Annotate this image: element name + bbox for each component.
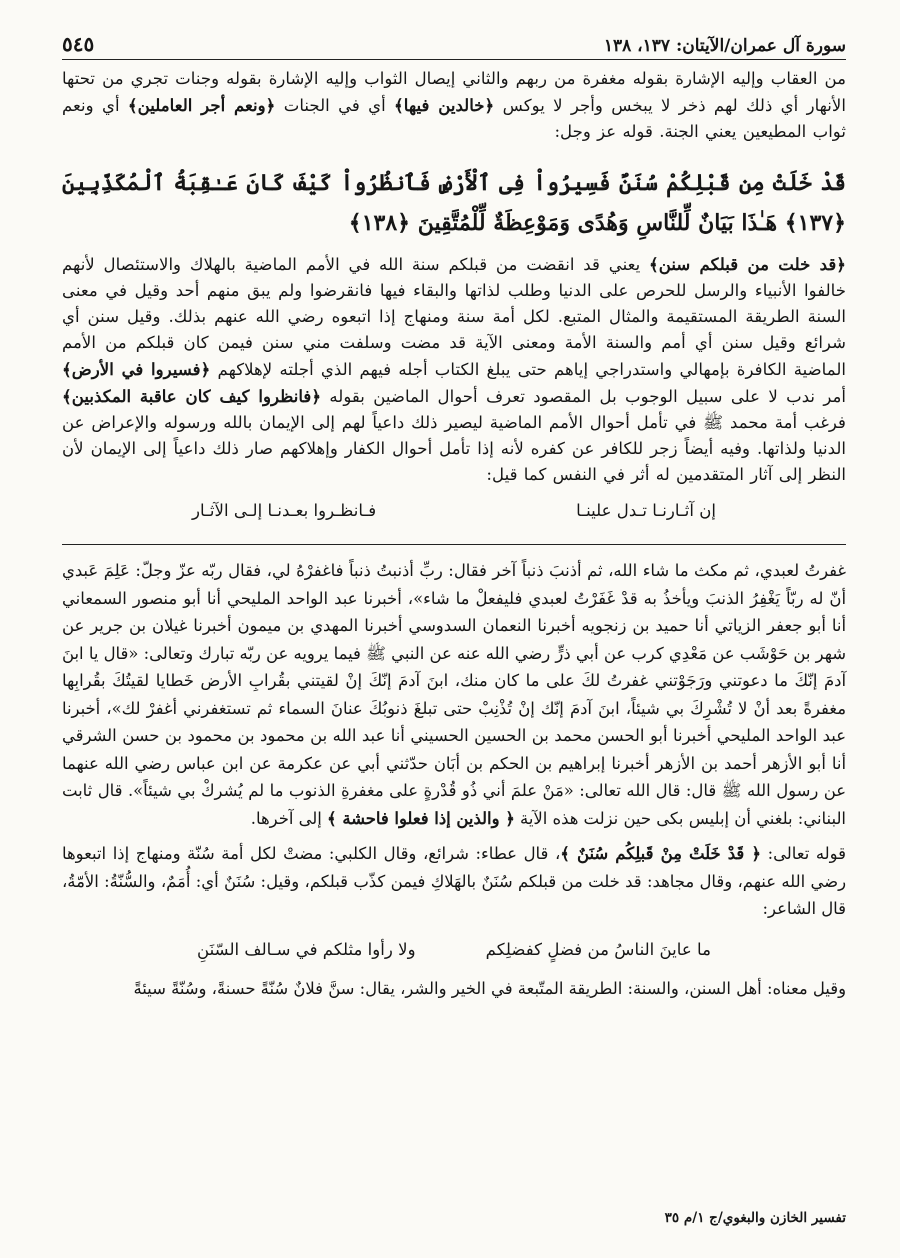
text-run: يعني قد انقضت من قبلكم سنة الله في الأمم الماضية بالهلاك والاستئصال لأنهم خالفوا الأنبياء والرسل للحرص على الدنيا وطلب لذاتها والبقاء فيها فانقرضوا ولم يبق منهم أحد وقيل في معنى السنة الطريقة المستقيمة والمثال المتبع. لكل أمة سنة ومنهاج إذا اتبعوه رضي الله عنهم بذلك. وقيل سنن أي شرائع وقيل سنن أي أمم والسنة الأمة ومعنى الآية قد مضت وسلفت مني سنن فيمن كان قبلكم من الأمم الماضية الكافرة بإمهالي واستدراجي إياهم حتى يبلغ الكتاب أجله فيهم الذي أجلته لإهلاكهم: [62, 255, 846, 379]
quran-quote: ﴿خالدين فيها﴾: [394, 95, 495, 115]
quran-quote: ﴿ والذين إذا فعلوا فاحشة ﴾: [327, 808, 515, 828]
commentary-paragraph-1: [62, 66, 846, 145]
poem-hemistich-second: ولا رأوا مثلكم في سـالف السّنَنِ: [197, 939, 416, 959]
text-run: أي ونعم ثواب المطيعين يعني الجنة. قوله عز وجل:: [62, 96, 846, 141]
poem-verse-2: [62, 937, 846, 963]
text-run: ، قال عطاء: شرائع، وقال الكلبي: مضتْ لكل أمة سُنّة ومنهاج إذا اتبعوها رضي الله عنهم، وقال مجاهد: قد خلت من قبلكم سُنَنٌ بالهَلاكِ فيمن كذّب قبلكم، وقيل: سُنَنٌ أي: أُمَمٌ، والسُّنّةُ: الأمّةُ، قال الشاعر:: [62, 844, 846, 918]
commentary-paragraph-3: [62, 840, 846, 923]
poem-hemistich-first: إن آثـارنـا تـدل علينـا: [576, 501, 717, 520]
page: [62, 30, 846, 1240]
page-footer-signature: تفسير الخازن والبغوي/ج ١/م ٣٥: [664, 1210, 846, 1226]
page-number: ٥٤٥: [62, 32, 95, 56]
quran-quote: ﴿فسيروا في الأرض﴾: [62, 359, 211, 379]
poem-hemistich-second: فـانظـروا بعـدنـا إلـى الآثـار: [191, 501, 377, 520]
quran-quote: ﴿ونعم أجر العاملين﴾: [127, 95, 276, 115]
text-run: قوله تعالى:: [760, 844, 846, 863]
text-run: غفرتُ لعبدي، ثم مكث ما شاء الله، ثم أذنبَ ذنباً آخر فقال: ربِّ أذنبتُ ذنباً فاغفرْهُ لي، فقال ربّه عزّ وجلّ: عَلِمَ عَبدي أنّ له ربّاً يَغْفِرُ الذنبَ ويأخذُ به قدْ غَفَرْتُ لعبدي فليفعلْ ما شاء»، أخبرنا عبد الواحد المليحي أنا أبو منصور السمعاني أنا أبو جعفر الزياتي أنا حميد بن زنجويه أخبرنا النعمان السدوسي أخبرنا المهدي بن ميمون أخبرنا غيلان بن جرير عن شهر بن حَوْشَب عن مَعْدِي كرب عن أبي ذرٍّ رضي الله عنه عن النبي ﷺ فيما يرويه عن ربّه تبارك وتعالى: «قال يا ابنَ آدمَ إنّكَ ما دعوتني ورَجَوْتني غفرتُ لكَ على ما كان منك، ابنَ آدمَ إنّكَ إنْ لقيتني بقُرابِ الأرض خَطايا لقيتُكَ بقُرابِها مغفرةً بعد أنْ لا تُشْرِكَ بي شيئاً، ابنَ آدمَ إنّك إنْ تُذْنِبْ حتى تبلغَ ذنوبُكَ عنانَ السماء ثم تستغفرني أغفرْ لك»، أخبرنا عبد الواحد المليحي أخبرنا أبو الحسن محمد بن الحسين الحسيني أنا عبد الله بن محمود بن محمود بن حسن الشرقي أنا أبو الأزهر أحمد بن الأزهر أخبرنا إبراهيم بن الحكم بن أبَان حدّثني أبي عن عكرمة عن ابن عباس رضي الله عنهما عن رسول الله ﷺ قال: قال الله تعالى: «مَنْ علمَ أني ذُو قُدْرةٍ على مغفرةِ الذنوب ما لم يُشركْ بي شيئاً». قال ثابت البناني: بلغني أن إبليس بكى حين نزلت هذه الآية: [62, 561, 846, 828]
commentary-paragraph-4: وقيل معناه: أهل السنن، والسنة: الطريقة المتّبعة في الخير والشر، يقال: سنَّ فلانٌ سُنّةً حسنةً، وسُنّةً سيئةً: [133, 978, 846, 998]
page-header: [62, 30, 846, 60]
commentary-paragraph-2: [62, 251, 846, 488]
text-run: أي في الجنات: [275, 96, 395, 115]
quran-verse-block: قَدْ خَلَتْ مِن قَبْلِكُمْ سُنَنٌ فَسِيرُواْ فِى ٱلْأَرْضِ فَٱنظُرُواْ كَيْفَ كَانَ عَـٰقِبَةُ ٱلْمُكَذِّبِينَ ﴿١٣٧﴾ هَـٰذَا بَيَانٌ لِّلنَّاسِ وَهُدًى وَمَوْعِظَةٌ لِّلْمُتَّقِينَ ﴿١٣٨﴾: [62, 170, 846, 236]
quran-quote: ﴿ قَدْ خَلَتْ مِنْ قَبلِكُم سُنَنٌ ﴾: [560, 844, 761, 863]
poem-hemistich-first: ما عاينَ الناسُ من فضلٍ كفضلِكم: [485, 939, 711, 959]
footnote-divider: [62, 544, 846, 545]
footnote-text: [62, 557, 846, 832]
poem-verse-1: [62, 498, 846, 524]
text-run: من العقاب وإليه الإشارة بقوله مغفرة من ربهم والثاني إيصال الثواب وإليه الإشارة بقوله وجنات تجري من تحتها الأنهار أي ذلك لهم ذخر لا يبخس وأجر لا يوكس: [62, 69, 846, 115]
text-run: أمر ندب لا على سبيل الوجوب بل المقصود تعرف أحوال الماضين بقوله: [321, 387, 847, 406]
quran-quote: ﴿فانظروا كيف كان عاقبة المكذبين﴾: [62, 386, 322, 406]
text-run: فرغب أمة محمد ﷺ في تأمل أحوال الأمم الماضية ليصير ذلك داعياً لهم إلى الإيمان بالله ورسوله والإعراض عن الدنيا ولذاتها. وفيه أيضاً زجر للكافر عن كفره لأنه إذا تأمل أحوال الكفار وإهلاكهم صار ذلك داعياً إلى الإيمان لأن النظر إلى آثار المتقدمين له أثر في النفس كما قيل:: [62, 413, 846, 484]
running-title: سورة آل عمران/الآيتان: ١٣٧، ١٣٨: [603, 36, 846, 56]
quran-quote: ﴿قد خلت من قبلكم سنن﴾: [649, 254, 846, 274]
text-run: إلى آخرها.: [250, 808, 328, 828]
